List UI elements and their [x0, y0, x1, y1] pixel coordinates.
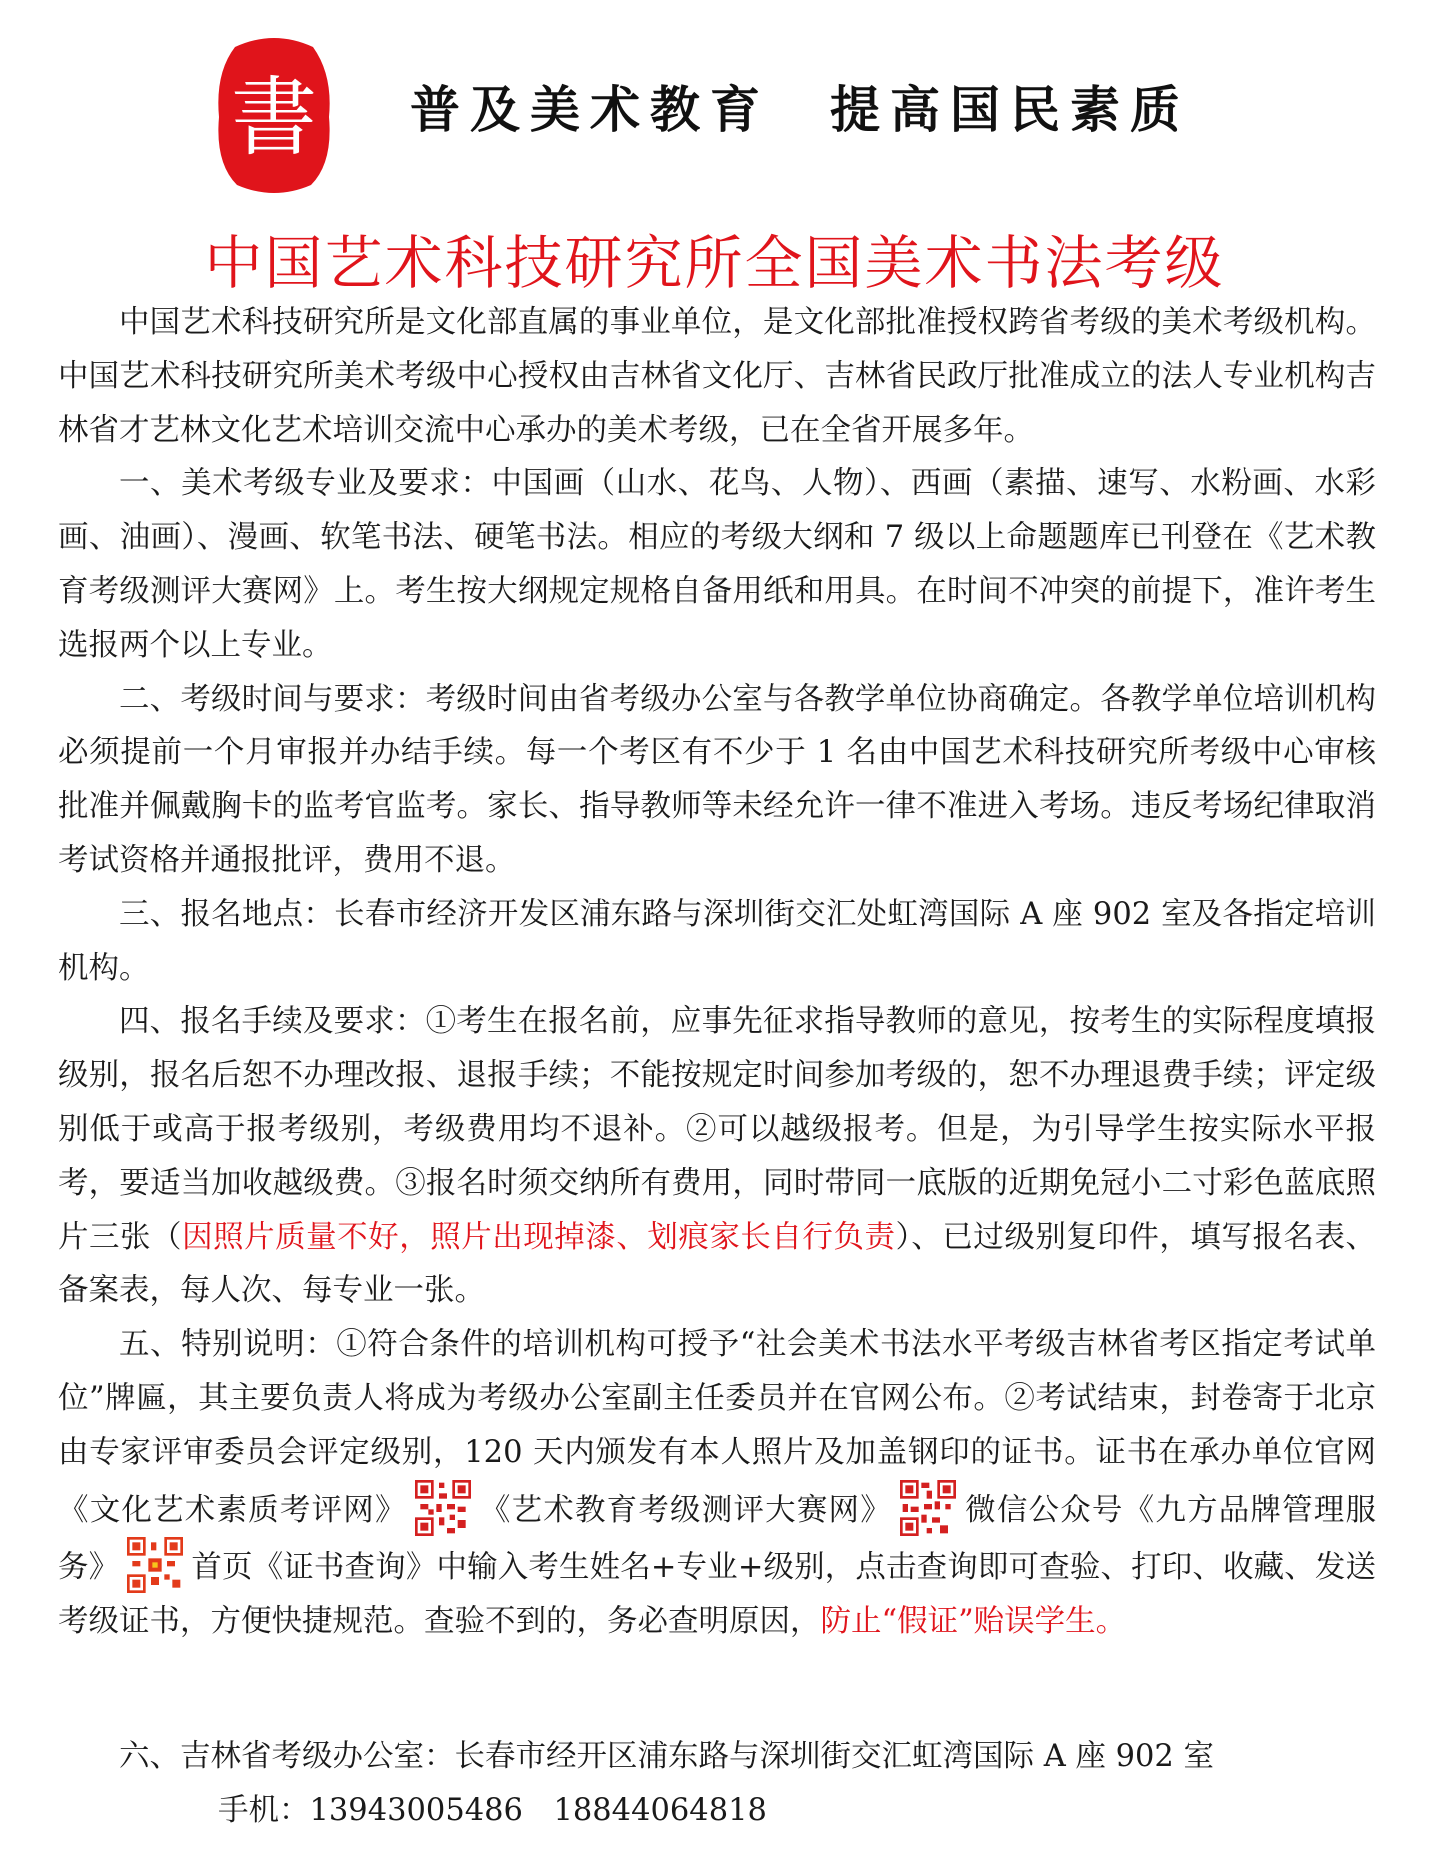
slogan-left: 普及美术教育 [410, 80, 770, 139]
qr-code-icon [127, 1537, 183, 1593]
page-title: 中国艺术科技研究所全国美术书法考级 [204, 229, 1225, 297]
section-1-paragraph: 一、美术考级专业及要求：中国画（山水、花鸟、人物）、西画（素描、速写、水粉画、水彩画、油画）、漫画、软笔书法、硬笔书法。相应的考级大纲和 7 级以上命题题库已刊登在《艺术教育考级测评大赛网》上。考生按大纲规定规格自备用纸和用具。在时间不冲突的前提下，准许考生选报两个以上专业。 [58, 466, 1376, 663]
section-5-text-d: 首页《证书查询》中输入考生姓名+专业+级别，点击查询即可查验、打印、收藏、发送考级证书，方便快捷规范。查验不到的，务必查明原因， [58, 1550, 1377, 1640]
section-4-text-a: 四、报名手续及要求：①考生在报名前，应事先征求指导教师的意见，按考生的实际程度填报级别，报名后恕不办理改报、退报手续；不能按规定时间参加考级的，恕不办理退费手续；评定级别低于或高于报考级别，考级费用均不退补。②可以越级报考。但是，为引导学生按实际水平报考，要适当加收越级费。③报名时须交纳所有费用，同时带同一底版的近期免冠小二寸彩色蓝底照片三张（ [58, 1004, 1376, 1255]
section-2-paragraph: 二、考级时间与要求：考级时间由省考级办公室与各教学单位协商确定。各教学单位培训机构必须提前一个月审报并办结手续。每一个考区有不少于 1 名由中国艺术科技研究所考级中心审核批准并佩戴胸卡的监考官监考。家长、指导教师等未经允许一律不准进入考场。违反考场纪律取消考试资格并通报批评，费用不退。 [58, 681, 1376, 878]
phone-numbers: 手机：13943005486 18844064818 [218, 1793, 767, 1828]
slogan [410, 70, 1190, 142]
header [0, 0, 1429, 230]
document-body [58, 296, 1376, 1649]
section-4-paragraph [58, 995, 1376, 1318]
slogan-right: 提高国民素质 [830, 80, 1190, 139]
section-4-warning: 因照片质量不好，照片出现掉漆、划痕家长自行负责 [182, 1219, 896, 1255]
section-3-paragraph: 三、报名地点：长春市经济开发区浦东路与深圳街交汇处虹湾国际 A 座 902 室及各指定培训机构。 [58, 896, 1376, 986]
section-5-text-c: 微信公众号《九方品牌管理服务》 [58, 1492, 1377, 1586]
section-5-text-a: 五、特别说明：①符合条件的培训机构可授予“社会美术书法水平考级吉林省考区指定考试单位”牌匾，其主要负责人将成为考级办公室副主任委员并在官网公布。②考试结束，封卷寄于北京由专家评审委员会评定级别，120 天内颁发有本人照片及加盖钢印的证书。证书在承办单位官网《文化艺术素质考评网》 [58, 1327, 1376, 1528]
section-5-paragraph [58, 1318, 1376, 1649]
section-5-text-b: 《艺术教育考级测评大赛网》 [478, 1492, 892, 1528]
office-address: 六、吉林省考级办公室：长春市经开区浦东路与深圳街交汇虹湾国际 A 座 902 室 [119, 1739, 1215, 1774]
seal-character: 書 [231, 68, 317, 168]
qr-code-icon [415, 1480, 471, 1536]
contact-info [58, 1730, 1376, 1838]
intro-paragraph: 中国艺术科技研究所是文化部直属的事业单位，是文化部批准授权跨省考级的美术考级机构。中国艺术科技研究所美术考级中心授权由吉林省文化厅、吉林省民政厅批准成立的法人专业机构吉林省才艺林文化艺术培训交流中心承办的美术考级，已在全省开展多年。 [58, 305, 1376, 448]
calligraphy-seal-logo [215, 35, 333, 195]
qr-code-icon [900, 1480, 956, 1536]
section-5-warning: 防止“假证”贻误学生。 [820, 1604, 1127, 1640]
section-4-text-b: ）、已过级别复印件，填写报名表、备案表，每人次、每专业一张。 [58, 1219, 1377, 1309]
